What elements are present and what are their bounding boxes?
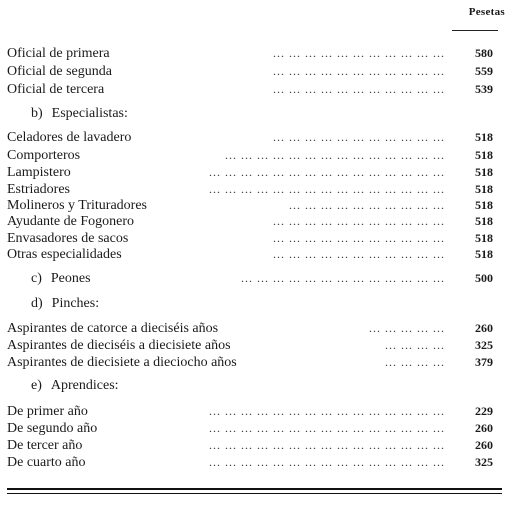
wage-value: 260 xyxy=(475,438,493,452)
leader-dots: ... ... ... ... ... ... ... ... ... ... ... ... ... ... xyxy=(225,148,445,162)
section-heading-peones xyxy=(31,270,91,287)
leader-dots: ... ... ... ... ... ... ... ... ... ... ... xyxy=(273,247,445,261)
wage-label: Oficial de segunda xyxy=(7,64,112,79)
leader-dots: ... ... ... ... ... ... ... ... ... ... ... ... ... ... ... xyxy=(209,165,445,179)
wage-row xyxy=(7,420,493,437)
wage-value: 518 xyxy=(475,165,493,179)
leader-dots: ... ... ... ... ... ... ... ... ... ... ... ... ... ... ... xyxy=(209,421,445,435)
wage-row xyxy=(7,164,493,181)
wage-row xyxy=(7,63,493,80)
wage-value: 379 xyxy=(475,355,493,369)
wage-row xyxy=(7,403,493,420)
section-heading-aprendices xyxy=(31,377,119,394)
leader-dots: ... ... ... ... ... ... ... ... ... ... ... xyxy=(273,64,445,78)
leader-dots: ... ... ... ... ... ... ... ... ... ... ... xyxy=(273,130,445,144)
leader-dots: ... ... ... ... ... ... ... ... ... ... ... xyxy=(273,231,445,245)
wage-value: 518 xyxy=(475,182,493,196)
leader-dots: ... ... ... ... ... ... ... ... ... ... ... ... ... ... ... xyxy=(209,438,445,452)
section-letter: e) xyxy=(31,378,42,393)
wage-label: Aspirantes de catorce a dieciséis años xyxy=(7,321,219,336)
wage-row xyxy=(7,81,493,98)
leader-dots: ... ... ... ... ... ... ... ... ... ... ... ... ... ... ... xyxy=(209,455,445,469)
leader-dots: ... ... ... ... xyxy=(385,338,445,352)
section-title: Pinches: xyxy=(51,296,100,311)
wage-row xyxy=(7,45,493,62)
wage-label: Estriadores xyxy=(7,182,70,197)
wage-value: 518 xyxy=(475,214,493,228)
wage-row xyxy=(7,129,493,146)
wage-value: 229 xyxy=(475,404,493,418)
wage-value: 325 xyxy=(475,338,493,352)
wage-label: De primer año xyxy=(7,404,88,419)
wage-row xyxy=(7,213,493,230)
footer-rule-thick xyxy=(7,488,502,490)
section-letter: d) xyxy=(31,296,43,311)
leader-dots: ... ... ... ... ... ... ... ... ... ... ... ... ... xyxy=(241,271,445,285)
header-underline xyxy=(452,30,498,31)
wage-row xyxy=(7,320,493,337)
footer-rule-thin xyxy=(7,493,502,494)
leader-dots: ... ... ... ... xyxy=(385,355,445,369)
wage-row xyxy=(7,197,493,214)
wage-label: Oficial de tercera xyxy=(7,82,105,97)
section-heading-pinches xyxy=(31,295,99,312)
wage-label: De tercer año xyxy=(7,438,83,453)
wage-label: Ayudante de Fogonero xyxy=(7,214,135,229)
wage-label: Envasadores de sacos xyxy=(7,231,129,246)
wage-label: Comporteros xyxy=(7,148,81,163)
wage-value: 260 xyxy=(475,421,493,435)
leader-dots: ... ... ... ... ... ... ... ... ... ... ... xyxy=(273,214,445,228)
column-header-pesetas: Pesetas xyxy=(468,6,505,18)
wage-label: Aspirantes de diecisiete a dieciocho años xyxy=(7,355,237,370)
wage-value: 518 xyxy=(475,198,493,212)
wage-label: Aspirantes de dieciséis a diecisiete años xyxy=(7,338,231,353)
wage-value: 518 xyxy=(475,247,493,261)
section-title: Aprendices: xyxy=(50,378,119,393)
wage-label: Molineros y Trituradores xyxy=(7,198,147,213)
wage-label: Oficial de primera xyxy=(7,46,110,61)
wage-value: 325 xyxy=(475,455,493,469)
wage-row xyxy=(7,147,493,164)
wage-label: De cuarto año xyxy=(7,455,86,470)
wage-label: Celadores de lavadero xyxy=(7,130,132,145)
wage-row xyxy=(7,337,493,354)
leader-dots: ... ... ... ... ... ... ... ... ... ... ... xyxy=(273,82,445,96)
wage-row xyxy=(7,181,493,198)
wage-label: De segundo año xyxy=(7,421,98,436)
wage-value: 559 xyxy=(475,64,493,78)
wage-value: 518 xyxy=(475,231,493,245)
leader-dots: ... ... ... ... ... xyxy=(369,321,445,335)
leader-dots: ... ... ... ... ... ... ... ... ... ... ... xyxy=(273,46,445,60)
wage-row xyxy=(7,246,493,263)
wage-value: 518 xyxy=(475,148,493,162)
wage-label: Otras especialidades xyxy=(7,247,122,262)
wage-value: 518 xyxy=(475,130,493,144)
wage-value: 260 xyxy=(475,321,493,335)
wage-row-peones xyxy=(7,270,493,287)
section-title: Especialistas: xyxy=(51,106,128,121)
section-letter: b) xyxy=(31,106,43,121)
leader-dots: ... ... ... ... ... ... ... ... ... ... ... ... ... ... ... xyxy=(209,404,445,418)
wage-value: 580 xyxy=(475,46,493,60)
section-heading-especialistas xyxy=(31,105,128,122)
wage-value: 500 xyxy=(475,271,493,285)
wage-label: Lampistero xyxy=(7,165,71,180)
wage-row xyxy=(7,230,493,247)
leader-dots: ... ... ... ... ... ... ... ... ... ... ... ... ... ... ... xyxy=(209,182,445,196)
section-letter: c) xyxy=(31,271,42,286)
leader-dots: ... ... ... ... ... ... ... ... ... ... xyxy=(289,198,445,212)
wage-value: 539 xyxy=(475,82,493,96)
wage-row xyxy=(7,354,493,371)
section-title: Peones xyxy=(50,271,91,286)
wage-row xyxy=(7,454,493,471)
wage-row xyxy=(7,437,493,454)
